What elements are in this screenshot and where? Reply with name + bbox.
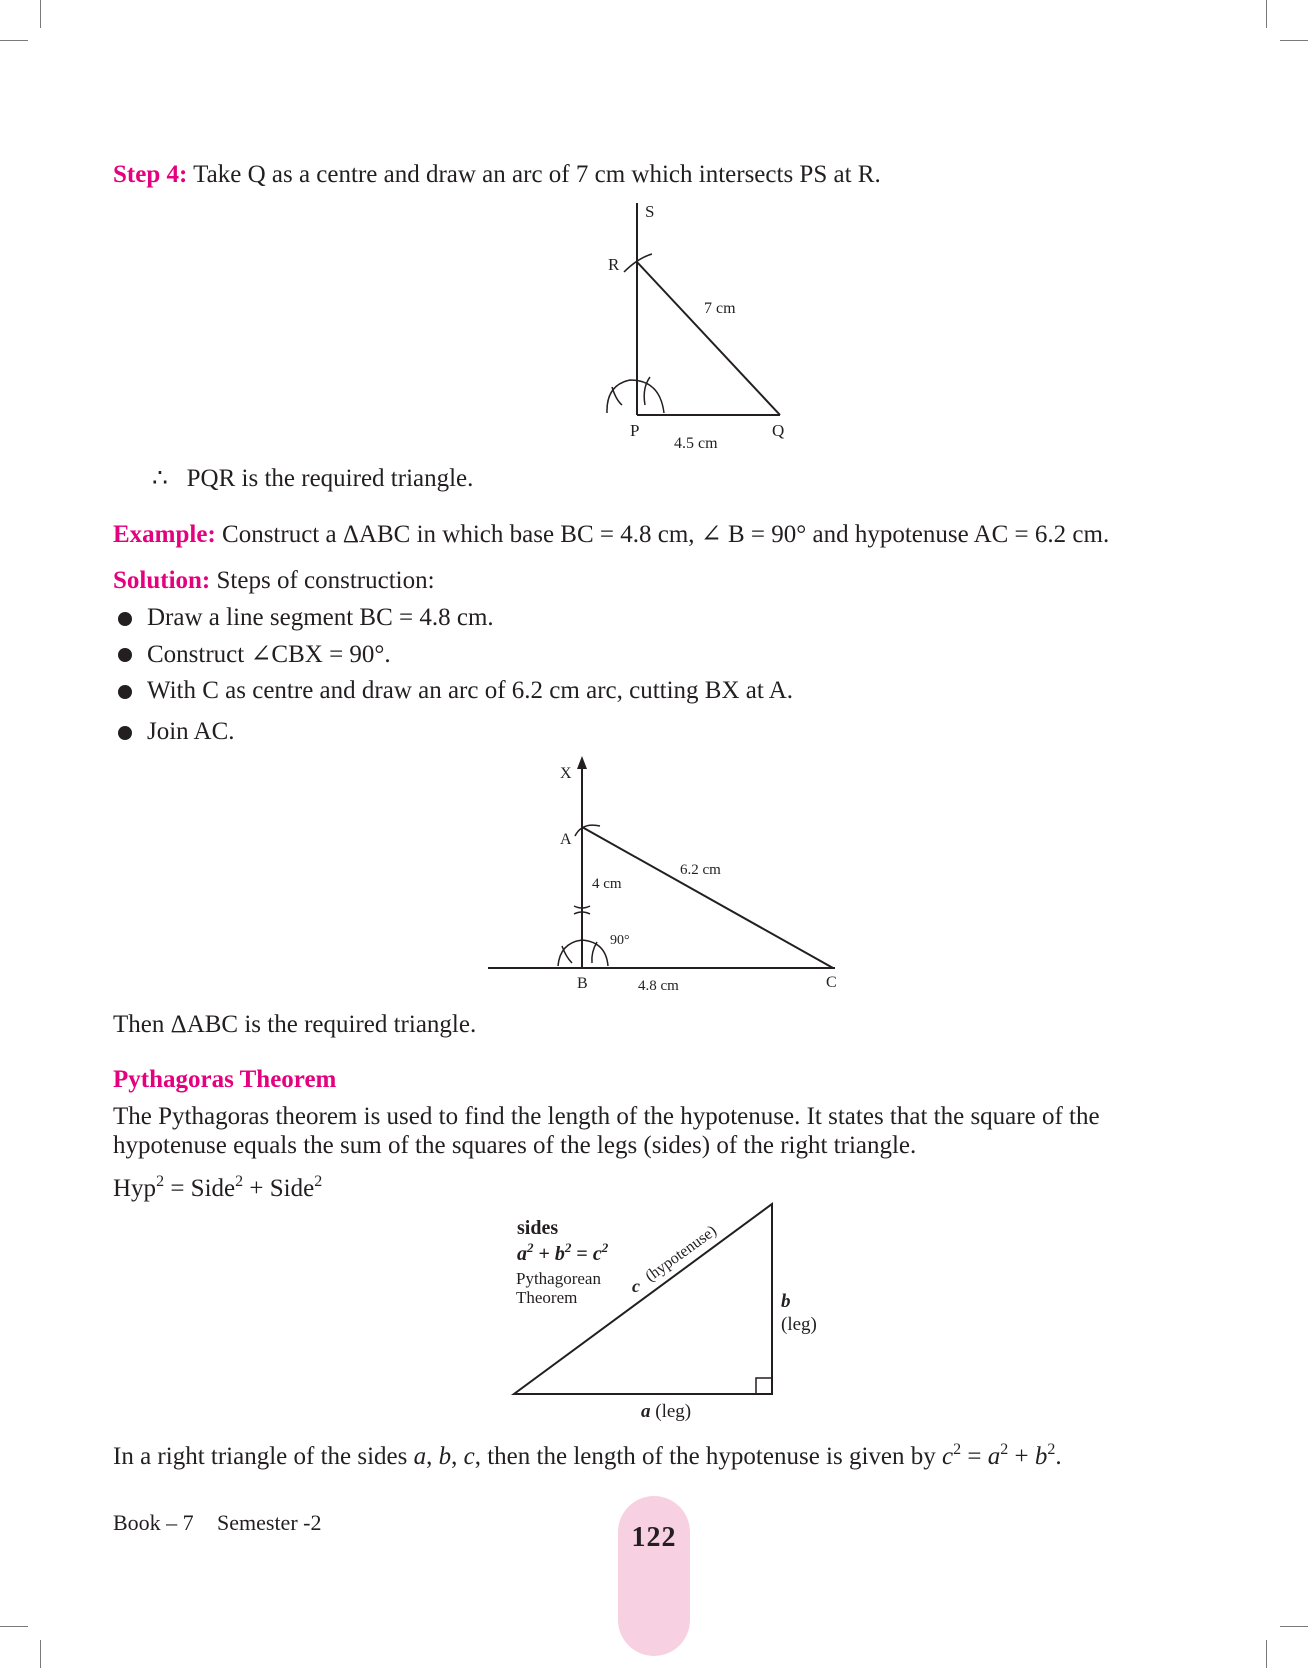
conclusion-2: Then ΔABC is the required triangle. <box>113 1011 477 1038</box>
solution-paragraph <box>113 566 435 596</box>
label-b-leg: (leg) <box>781 1314 817 1335</box>
step4-paragraph <box>113 160 881 190</box>
formula-side-2: Side <box>269 1175 315 1202</box>
final-eq: = <box>961 1443 988 1470</box>
therefore-symbol: ∴ <box>152 465 168 492</box>
final-c: c <box>463 1443 475 1470</box>
label-c: c <box>632 1276 640 1296</box>
example-label: Example: <box>113 521 216 548</box>
label-b: b <box>781 1291 791 1312</box>
final-end: . <box>1055 1443 1062 1470</box>
label-p: P <box>630 421 640 440</box>
formula-side-1-exp: 2 <box>235 1173 244 1190</box>
label-hypotenuse: (hypotenuse) <box>642 1222 720 1286</box>
label-bc-48cm: 4.8 cm <box>638 978 679 994</box>
segment-qr <box>637 262 780 415</box>
label-a: A <box>560 831 572 848</box>
final-exp-b: 2 <box>1047 1441 1056 1458</box>
bullet-3 <box>118 685 132 699</box>
final-comma-2: , <box>451 1443 464 1470</box>
page-number: 122 <box>631 1522 677 1553</box>
footer-book: Book – 7 <box>113 1510 194 1535</box>
pythagoras-line-1: The Pythagoras theorem is used to find the length of the hypotenuse. It states that the square of the <box>113 1103 1100 1130</box>
final-formula-b: b <box>1034 1443 1048 1470</box>
label-q: Q <box>772 421 785 440</box>
crop-mark-top-left-h <box>0 40 28 41</box>
label-angle-90: 90° <box>610 933 630 948</box>
arc-mark-b2 <box>592 942 597 963</box>
label-theorem-line2: Theorem <box>516 1288 578 1307</box>
triangle-abc-figure <box>480 750 850 1000</box>
formula-abc: $a^2 + b^2 = c^2$ <box>517 1240 609 1265</box>
label-sides: sides <box>517 1217 559 1239</box>
page-number-tab <box>618 1496 690 1656</box>
triangle-pqr-figure <box>580 195 800 455</box>
crop-mark-top-left-v <box>40 0 41 28</box>
crop-mark-bottom-left-v <box>40 1640 41 1668</box>
label-x: X <box>560 765 572 782</box>
label-theorem-line1: Pythagorean <box>516 1269 601 1288</box>
final-a: a <box>413 1443 427 1470</box>
final-paragraph <box>113 1442 1062 1472</box>
crop-mark-bottom-right-h <box>1280 1626 1308 1627</box>
final-exp-a: 2 <box>1000 1441 1009 1458</box>
label-ac-62cm: 6.2 cm <box>680 862 721 878</box>
label-b: B <box>577 975 588 992</box>
step4-label: Step 4: <box>113 161 188 188</box>
solution-label: Solution: <box>113 567 211 594</box>
example-text: Construct a ΔABC in which base BC = 4.8 cm, ∠ B = 90° and hypotenuse AC = 6.2 cm. <box>215 521 1110 548</box>
formula-side-2-exp: 2 <box>314 1173 323 1190</box>
footer-semester: Semester -2 <box>217 1510 322 1535</box>
formula-side-1: Side <box>190 1175 236 1202</box>
crop-mark-top-right-h <box>1280 40 1308 41</box>
solution-step-2: Construct ∠CBX = 90°. <box>147 641 391 668</box>
bullet-2 <box>118 648 132 662</box>
pythagoras-line-2: hypotenuse equals the sum of the squares of the legs (sides) of the right triangle. <box>113 1132 917 1159</box>
formula-plus: + <box>243 1175 270 1202</box>
solution-step-3: With C as centre and draw an arc of 6.2 cm arc, cutting BX at A. <box>147 677 793 704</box>
pythagoras-heading: Pythagoras Theorem <box>113 1066 337 1093</box>
final-exp-c: 2 <box>953 1441 962 1458</box>
label-a-leg: a (leg) <box>641 1401 692 1422</box>
final-comma-1: , <box>426 1443 439 1470</box>
formula-hyp: Hyp <box>113 1175 157 1202</box>
label-s: S <box>645 202 655 221</box>
solution-step-4: Join AC. <box>147 718 235 745</box>
label-r: R <box>608 255 620 274</box>
step4-text: Take Q as a centre and draw an arc of 7 cm which intersects PS at R. <box>187 161 881 188</box>
label-base-45cm: 4.5 cm <box>674 435 718 452</box>
final-formula-c: c <box>942 1443 954 1470</box>
pythagoras-formula <box>113 1174 322 1204</box>
final-prefix: In a right triangle of the sides <box>113 1443 414 1470</box>
arc-mark-2 <box>644 377 650 405</box>
example-paragraph <box>113 520 1109 550</box>
label-ab-4cm: 4 cm <box>592 876 622 892</box>
formula-eq: = <box>164 1175 191 1202</box>
label-hyp-7cm: 7 cm <box>704 300 736 317</box>
label-c: C <box>826 974 837 991</box>
final-formula-a: a <box>987 1443 1001 1470</box>
formula-hyp-exp: 2 <box>156 1173 165 1190</box>
solution-step-1: Draw a line segment BC = 4.8 cm. <box>147 604 494 631</box>
conclusion-1-text: PQR is the required triangle. <box>186 465 474 492</box>
crop-mark-bottom-right-v <box>1266 1640 1267 1668</box>
arc-mark-1 <box>612 387 622 405</box>
bullet-1 <box>118 612 132 626</box>
solution-text: Steps of construction: <box>210 567 435 594</box>
arc-mark-b1 <box>562 946 572 963</box>
crop-mark-top-right-v <box>1266 0 1267 28</box>
crop-mark-bottom-left-h <box>0 1626 28 1627</box>
pythagoras-figure <box>500 1190 840 1430</box>
final-b: b <box>438 1443 452 1470</box>
right-angle-mark <box>756 1378 772 1394</box>
final-middle: , then the length of the hypotenuse is given by <box>474 1443 943 1470</box>
final-plus: + <box>1008 1443 1035 1470</box>
bullet-4 <box>118 726 132 740</box>
conclusion-1 <box>152 464 473 494</box>
arrow-head-x <box>577 756 587 769</box>
